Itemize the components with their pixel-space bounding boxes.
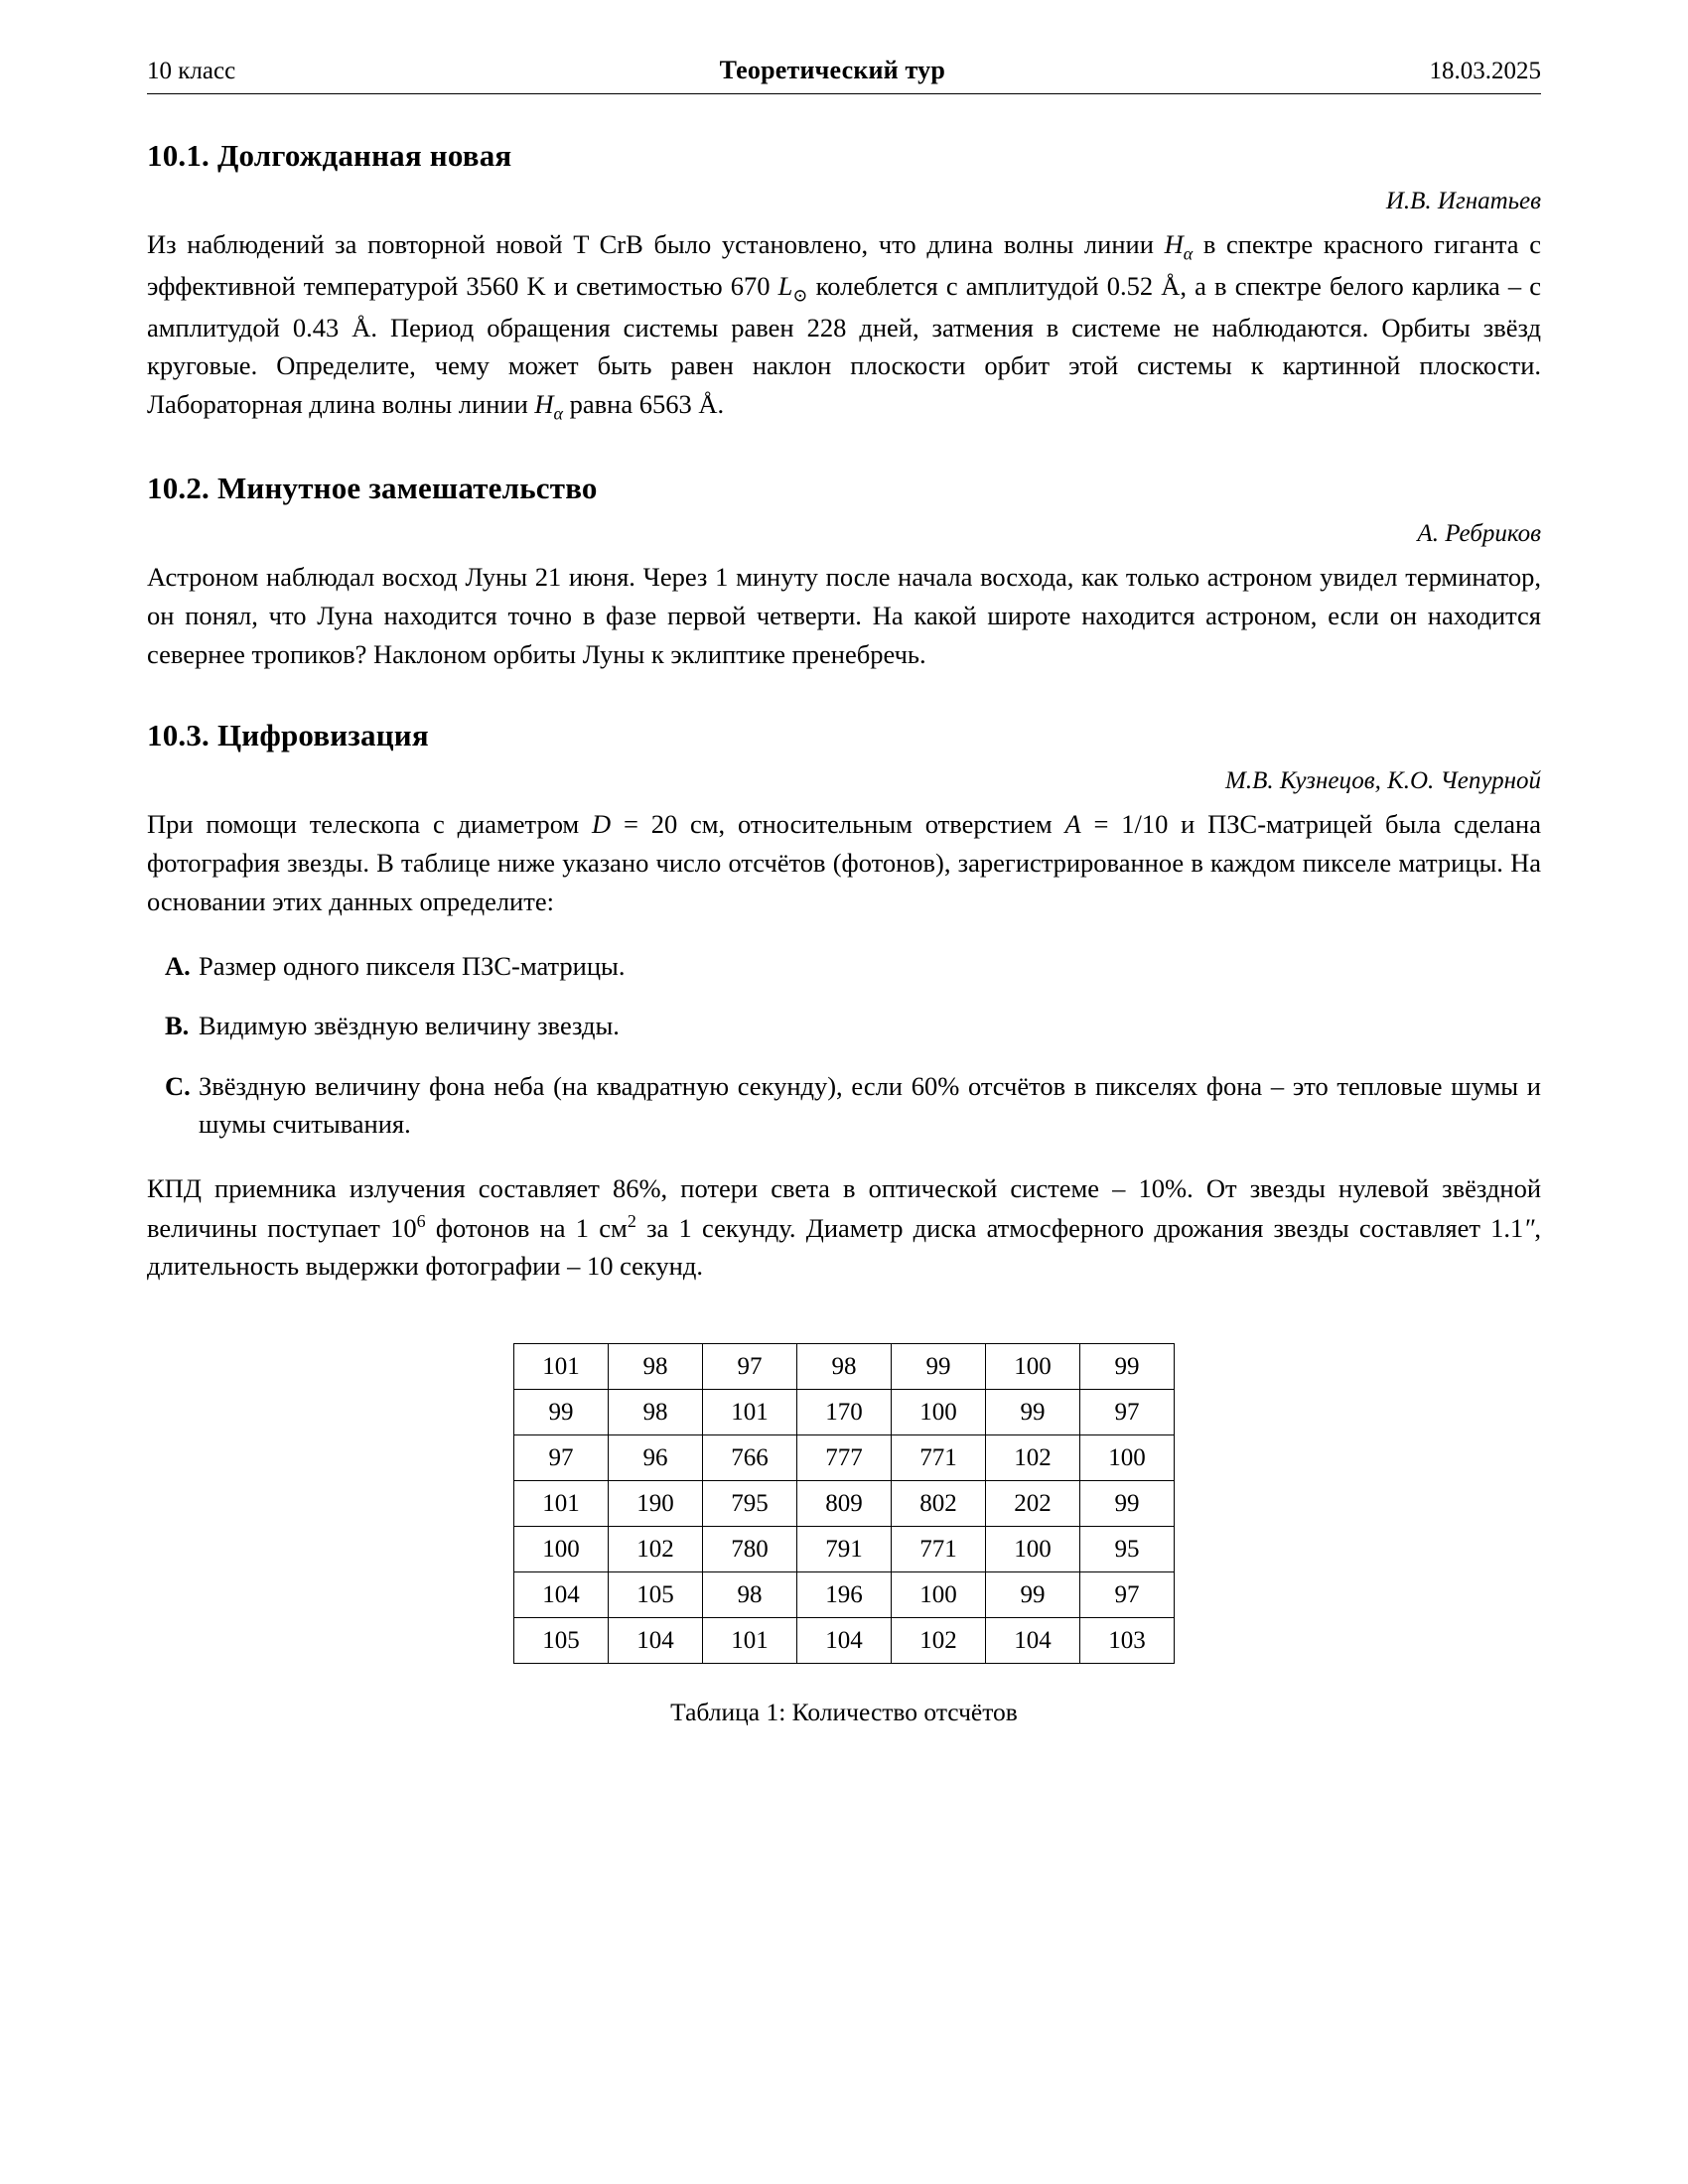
- table-cell: 771: [892, 1527, 986, 1572]
- table-cell: 104: [986, 1618, 1080, 1664]
- problem-heading-1: 10.1. Долгожданная новая: [147, 138, 512, 173]
- table-cell: 96: [609, 1435, 703, 1481]
- table-row: [514, 1390, 1175, 1435]
- problem-text-1: Из наблюдений за повторной новой T CrB было установлено, что длина волны линии $H_\alpha$ в спектре красного гиганта с эффективной температурой 3560 K и светимостью 670 $L_⊙$ колеблется с амплитудой 0.52 Å, а в спектре белого карлика – с амплитудой 0.43 Å. Период обращения системы равен 228 дней, затмения в системе не наблюдаются. Орбиты звёзд круговые. Определите, чему может быть равен наклон плоскости орбит этой системы к картинной плоскости. Лабораторная длина волны линии $H_\alpha$ равна 6563 Å.: [147, 229, 1541, 424]
- table-row: [514, 1435, 1175, 1481]
- table-cell: 780: [703, 1527, 797, 1572]
- list-item: [147, 947, 1541, 985]
- table-cell: 105: [609, 1572, 703, 1618]
- table-cell: 95: [1080, 1527, 1175, 1572]
- table-cell: 98: [609, 1344, 703, 1390]
- list-item: [147, 1067, 1541, 1144]
- table-cell: 98: [797, 1344, 892, 1390]
- problem-text-3: При помощи телескопа с диаметром D = 20 см, относительным отверстием A = 1/10 и ПЗС-матрицей была сделана фотография звезды. В таблице ниже указано число отсчётов (фотонов), зарегистрированное в каждом пикселе матрицы. На основании этих данных определите:: [147, 809, 1541, 916]
- counts-table-body: [514, 1344, 1175, 1664]
- problem-text-3-tail: КПД приемника излучения составляет 86%, потери света в оптической системе – 10%. От звезды нулевой звёздной величины поступает $10^6$ фотонов на 1 $см^2$ за 1 секунду. Диаметр диска атмосферного дрожания звезды составляет 1.1″, длительность выдержки фотографии – 10 секунд.: [147, 1172, 1541, 1282]
- problem-heading-3: 10.3. Цифровизация: [147, 718, 429, 753]
- table-cell: 99: [1080, 1481, 1175, 1527]
- table-cell: 100: [986, 1344, 1080, 1390]
- problem-author-3: М.В. Кузнецов, К.О. Чепурной: [1225, 767, 1541, 795]
- table-cell: 766: [703, 1435, 797, 1481]
- table-caption: Таблица 1: Количество отсчётов: [670, 1698, 1018, 1727]
- table-cell: 99: [1080, 1344, 1175, 1390]
- table-cell: 777: [797, 1435, 892, 1481]
- table-cell: 196: [797, 1572, 892, 1618]
- table-cell: 101: [703, 1390, 797, 1435]
- table-cell: 101: [703, 1618, 797, 1664]
- table-row: [514, 1481, 1175, 1527]
- table-row: [514, 1344, 1175, 1390]
- table-cell: 101: [514, 1481, 609, 1527]
- table-cell: 98: [609, 1390, 703, 1435]
- table-cell: 100: [986, 1527, 1080, 1572]
- problem-author-1: И.В. Игнатьев: [1385, 188, 1541, 214]
- header-grade: 10 класс: [147, 58, 236, 84]
- table-cell: 791: [797, 1527, 892, 1572]
- table-cell: 795: [703, 1481, 797, 1527]
- table-cell: 102: [892, 1618, 986, 1664]
- table-cell: 99: [892, 1344, 986, 1390]
- table-cell: 97: [703, 1344, 797, 1390]
- table-cell: 809: [797, 1481, 892, 1527]
- list-item-text: Размер одного пикселя ПЗС-матрицы.: [199, 950, 626, 981]
- table-cell: 103: [1080, 1618, 1175, 1664]
- table-cell: 97: [514, 1435, 609, 1481]
- table-row: [514, 1572, 1175, 1618]
- running-header: [147, 56, 1541, 94]
- table-cell: 97: [1080, 1572, 1175, 1618]
- table-cell: 100: [514, 1527, 609, 1572]
- problem-author-2: А. Ребриков: [1417, 520, 1541, 548]
- table-cell: 100: [892, 1572, 986, 1618]
- list-item-text: Звёздную величину фона неба (на квадратную секунду), если 60% отсчётов в пикселях фона – это тепловые шумы и шумы считывания.: [199, 1070, 1541, 1140]
- table-cell: 97: [1080, 1390, 1175, 1435]
- table-cell: 99: [986, 1390, 1080, 1435]
- list-item-label: A.: [165, 950, 191, 981]
- table-cell: 102: [609, 1527, 703, 1572]
- list-item-text: Видимую звёздную величину звезды.: [199, 1011, 620, 1041]
- table-cell: 99: [986, 1572, 1080, 1618]
- table-cell: 104: [609, 1618, 703, 1664]
- counts-table-wrapper: [147, 1343, 1541, 1664]
- problem-3-subitems: [147, 947, 1541, 1144]
- problem-text-2: Астроном наблюдал восход Луны 21 июня. Через 1 минуту после начала восхода, как только астроном увидел терминатор, он понял, что Луна находится точно в фазе первой четверти. На какой широте находится астроном, если он находится севернее тропиков? Наклоном орбиты Луны к эклиптике пренебречь.: [147, 562, 1541, 670]
- table-row: [514, 1527, 1175, 1572]
- table-cell: 98: [703, 1572, 797, 1618]
- table-cell: 104: [514, 1572, 609, 1618]
- table-cell: 802: [892, 1481, 986, 1527]
- table-cell: 202: [986, 1481, 1080, 1527]
- table-cell: 104: [797, 1618, 892, 1664]
- problem-heading-2: 10.2. Минутное замешательство: [147, 471, 598, 506]
- list-item-label: B.: [165, 1011, 190, 1041]
- list-item-label: C.: [165, 1070, 191, 1101]
- counts-table: [513, 1343, 1175, 1664]
- table-cell: 771: [892, 1435, 986, 1481]
- table-cell: 190: [609, 1481, 703, 1527]
- table-cell: 100: [892, 1390, 986, 1435]
- header-date: 18.03.2025: [1429, 58, 1541, 84]
- table-cell: 170: [797, 1390, 892, 1435]
- table-cell: 101: [514, 1344, 609, 1390]
- table-row: [514, 1618, 1175, 1664]
- table-cell: 105: [514, 1618, 609, 1664]
- table-cell: 99: [514, 1390, 609, 1435]
- list-item: [147, 1007, 1541, 1044]
- table-cell: 102: [986, 1435, 1080, 1481]
- header-title: Теоретический тур: [719, 56, 946, 84]
- table-cell: 100: [1080, 1435, 1175, 1481]
